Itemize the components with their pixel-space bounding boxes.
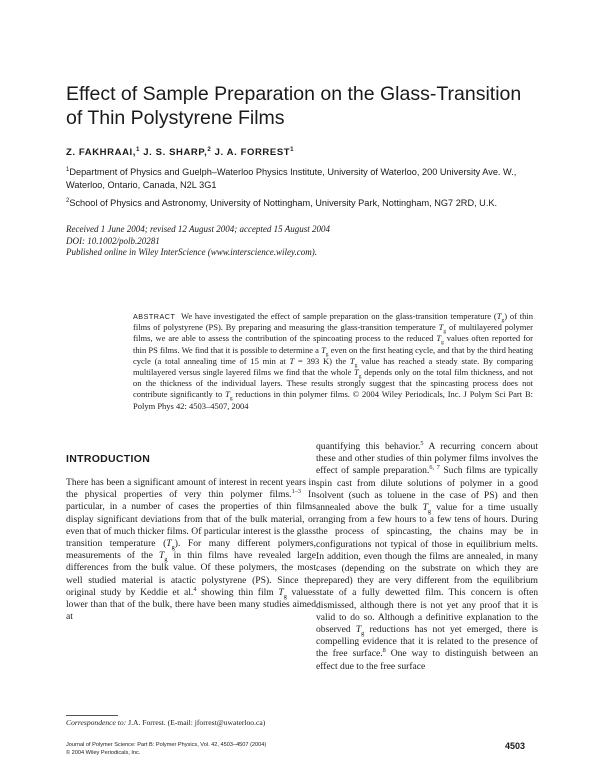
abstract-text: of multilayered polymer films, we are able to assess the contribution of the spincoating process to the reduced [133, 322, 533, 344]
citation: 5 [420, 439, 424, 447]
tg-symbol: T [278, 586, 284, 598]
tg-subscript: g [361, 629, 365, 637]
tg-symbol: T [166, 538, 172, 550]
correspondence-text: J.A. Forrest. (E-mail: jforrest@uwaterloo.ca) [126, 718, 266, 727]
left-column-text [66, 477, 316, 623]
abstract-text: depends only on the total film thickness, and not on the thickness of the individual layers. These results strongly suggest that the spincasting process does not contribute significantly to [133, 367, 534, 400]
body-text: A recurring concern about these and other studies of thin polymer films involves the effect of sample preparation. [316, 441, 538, 477]
publication-dates [66, 224, 536, 259]
tg-subscript: g [443, 328, 447, 335]
body-text: reductions has not yet emerged, there is compelling evidence that it is related to the presence of the free surface. [316, 624, 539, 660]
body-text: In particular, in a number of cases the properties of thin films display significant deviations from that of the bulk material, or even that of much thicker films. Of particular interest is the glass transition temperature ( [66, 489, 316, 550]
tg-subscript: g [164, 556, 168, 564]
affiliation-sup: 2 [66, 197, 70, 204]
tg-symbol: T [436, 333, 442, 344]
affiliation [66, 197, 536, 210]
body-text: One way to distinguish between an effect due to the free surface [316, 648, 538, 672]
affiliation-text: School of Physics and Astronomy, University of Nottingham, University Park, Nottingham, NG7 2RD, U.K. [69, 198, 498, 208]
body-text: value for a time usually ranging from a few hours to a few tens of hours. During the process of spincasting, the chains may be in configurations not typical of those in equilibrium melts. In addition, even though the films are annealed, in many cases (depending on the substrate on which they are prepared) they are very different from the equilibrium state of a fully dewetted film. This concern is often dismissed, although there is not yet any proof that it is valid to do so. Although a definitive explanation to the observed [316, 502, 538, 636]
tg-symbol: T [496, 311, 502, 321]
right-column-text [316, 441, 538, 673]
page-number: 4503 [505, 741, 526, 751]
tg-subscript: g [441, 340, 444, 347]
citation: 4 [193, 585, 197, 593]
abstract-text: We have investigated the effect of sample preparation on the glass-transition temperature ( [180, 311, 497, 321]
abstract-text: reductions in thin polymer films. © 2004 Wiley Periodicals, Inc. J Polym Sci Part B: Polym Phys 42: 4503–4507, 2004 [133, 389, 533, 411]
article-title: Effect of Sample Preparation on the Glass-Transition of Thin Polystyrene Films [66, 83, 522, 129]
tg-symbol: T [159, 550, 165, 562]
author-affiliation-sup: 1 [136, 145, 141, 153]
citation: 1–3 [291, 488, 301, 496]
body-text: ). For many different polymers, measurements of the [66, 538, 316, 562]
correspondence-label: Correspondence to: [66, 718, 127, 727]
tg-subscript: g [283, 592, 287, 600]
correspondence-note [66, 718, 311, 728]
doi-line: DOI: 10.1002/polb.20281 [66, 235, 160, 246]
body-text: There has been a significant amount of interest in recent years in the physical properties of very thin polymer films. [66, 477, 316, 501]
body-text: values lower than that of the bulk, there have been many studies aimed at [66, 586, 316, 623]
tg-subscript: g [354, 362, 358, 369]
abstract-text: ) of thin films of polystyrene (PS). By preparing and measuring the glass-transition temperature [133, 311, 534, 333]
tg-subscript: g [358, 373, 362, 380]
copyright-line: © 2004 Wiley Periodicals, Inc. [66, 749, 141, 756]
abstract-label: ABSTRACT [133, 312, 176, 321]
tg-subscript: g [171, 543, 175, 551]
body-text: in thin films have revealed large differences from the bulk value. Of these polymers, the most well studied material is atactic polystyrene (PS). Since the original study by Keddie et al. [66, 550, 316, 598]
affiliation-text: Department of Physics and Guelph–Waterloo Physics Institute, University of Waterloo, 200 University Ave. W., Waterloo, Ontario, Canada, N2L 3G1 [66, 167, 517, 190]
journal-line: Journal of Polymer Science: Part B: Polymer Physics, Vol. 42, 4503–4507 (2004) [66, 742, 267, 748]
citation: 6, 7 [429, 464, 440, 472]
abstract-text: even on the first heating cycle, and that by the third heating cycle (a total annealing time of 15 min at [133, 344, 533, 366]
tg-symbol: T [355, 624, 362, 636]
abstract-text: = 393 K) the [294, 355, 350, 366]
temperature-symbol: T [289, 355, 295, 366]
tg-symbol: T [438, 322, 444, 333]
author-list [66, 147, 294, 158]
body-text: Such films are typically spin cast from dilute solutions of polymer in a good solvent (such as toluene in the case of PS) and then annealed above the bulk [316, 465, 538, 514]
citation: 8 [382, 647, 386, 655]
abstract [133, 311, 533, 412]
affiliation-sup: 1 [66, 166, 70, 173]
author-name: Z. FAKHRAAI, [66, 147, 137, 158]
tg-symbol: T [321, 344, 326, 355]
tg-symbol: T [354, 367, 359, 378]
author-affiliation-sup: 1 [290, 145, 295, 153]
section-heading: INTRODUCTION [66, 453, 151, 465]
abstract-text: values often reported for thin PS films. We find that it is possible to determine a [133, 333, 533, 355]
tg-symbol: T [422, 502, 428, 514]
published-line: Published online in Wiley InterScience (www.interscience.wiley.com). [66, 247, 318, 257]
tg-subscript: g [501, 317, 505, 324]
author-name: J. S. SHARP, [143, 147, 208, 158]
tg-subscript: g [325, 351, 329, 358]
tg-subscript: g [229, 396, 233, 403]
author-name: J. A. FORREST [214, 147, 291, 158]
tg-symbol: T [349, 355, 355, 366]
affiliation [66, 166, 536, 192]
footnote-divider [66, 715, 118, 716]
author-affiliation-sup: 2 [207, 145, 212, 153]
body-text: showing thin film [196, 586, 279, 598]
received-line: Received 1 June 2004; revised 12 August 2004; accepted 15 August 2004 [66, 224, 331, 234]
body-text: quantifying this behavior. [316, 441, 421, 452]
abstract-text: value has reached a steady state. By comparing multilayered versus single layered films we find that the whole [133, 355, 533, 378]
tg-symbol: T [225, 389, 230, 400]
journal-citation [66, 742, 316, 757]
tg-subscript: g [427, 507, 432, 515]
